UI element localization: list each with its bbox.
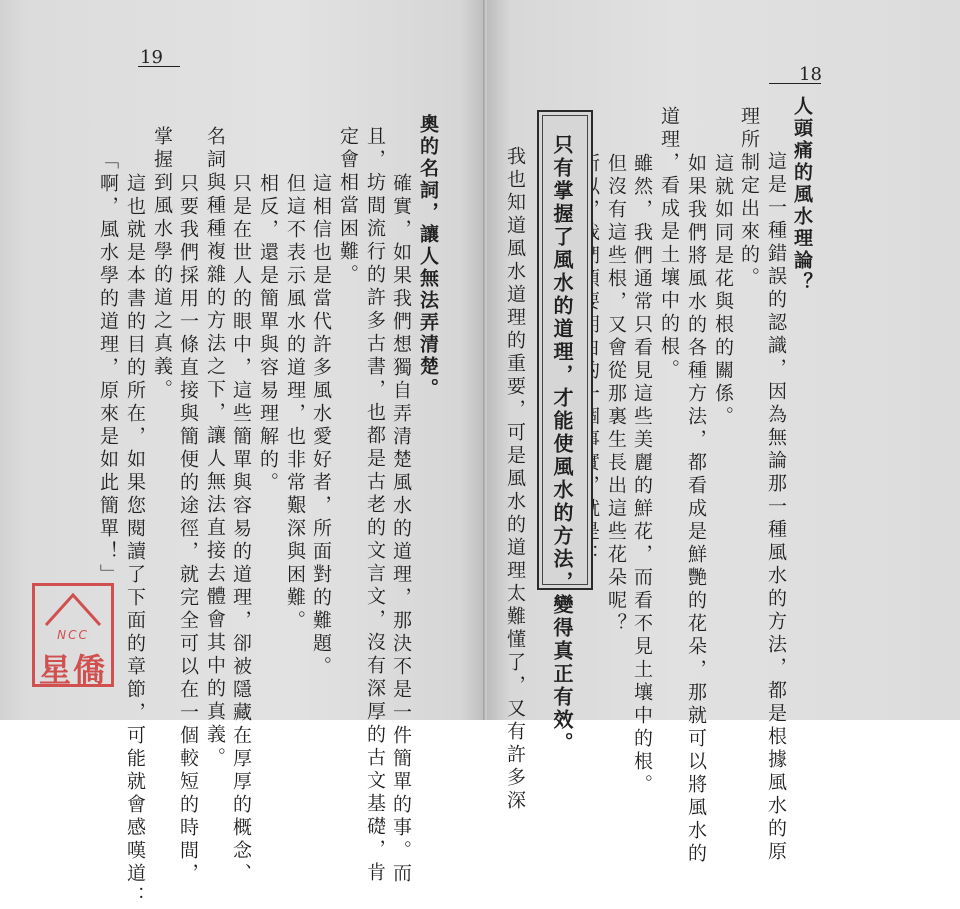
text-column: 人頭痛的風水理論？ xyxy=(791,96,813,294)
text-column-after-callout: 我也知道風水道理的重要，可是風水的道理太難懂了，又有許多深 xyxy=(504,146,526,813)
text-column: 掌握到風水學的道之真義。 xyxy=(151,126,173,402)
page-number-rule-left xyxy=(138,66,180,67)
page-number-left: 19 xyxy=(140,47,163,68)
text-column: 理所制定出來的。 xyxy=(738,106,760,290)
ncc-logo xyxy=(32,583,114,687)
text-column: 相反，還是簡單與容易理解的。 xyxy=(257,150,279,495)
text-column: 且，坊間流行的許多古書，也都是古老的文言文，沒有深厚的古文基礎，肯 xyxy=(364,126,386,885)
text-column: 「啊，風水學的道理，原來是如此簡單！」 xyxy=(97,150,119,587)
text-column: 確實，如果我們想獨自弄清楚風水的道理，那決不是一件簡單的事。而 xyxy=(390,150,412,886)
text-column: 雖然，我們通常只看見這些美麗的鮮花，而看不見土壤中的根。 xyxy=(631,130,653,797)
text-column: 奧的名詞，讓人無法弄清楚。 xyxy=(417,114,439,400)
text-column: 定會相當困難。 xyxy=(337,126,359,287)
text-column: 只是在世人的眼中，這些簡單與容易的道理，卻被隱藏在厚厚的概念、 xyxy=(230,150,252,886)
text-column: 但沒有這些根，又會從那裏生長出這些花朵呢？ xyxy=(605,130,627,636)
text-column: 這相信也是當代許多風水愛好者，所面對的難題。 xyxy=(310,150,332,679)
text-column: 這是一種錯誤的認識，因為無論那一種風水的方法，都是根據風水的原 xyxy=(765,128,787,864)
callout-text: 只有掌握了風水的道理，才能使風水的方法，變得真正有效。 xyxy=(550,134,574,755)
page-number-right: 18 xyxy=(799,64,822,85)
text-column: 這就如同是花與根的關係。 xyxy=(712,130,734,429)
text-column: 這也就是本書的目的所在，如果您閱讀了下面的章節，可能就會感嘆道： xyxy=(124,150,146,909)
page-number-rule-right xyxy=(769,83,821,84)
text-column: 如果我們將風水的各種方法，都看成是鮮艷的花朵，那就可以將風水的 xyxy=(685,130,707,866)
logo-ncc-text: NCC xyxy=(57,628,89,642)
text-column: 名詞與種種複雜的方法之下，讓人無法直接去體會其中的真義。 xyxy=(204,126,226,770)
text-column: 只要我們採用一條直接與簡便的途徑，就完全可以在一個較短的時間， xyxy=(177,150,199,886)
highlighted-callout-box xyxy=(537,110,593,755)
logo-name-text: 星僑 xyxy=(38,651,107,689)
text-column: 但這不表示風水的道理，也非常艱深與困難。 xyxy=(284,150,306,633)
text-column: 道理，看成是土壤中的根。 xyxy=(658,106,680,382)
